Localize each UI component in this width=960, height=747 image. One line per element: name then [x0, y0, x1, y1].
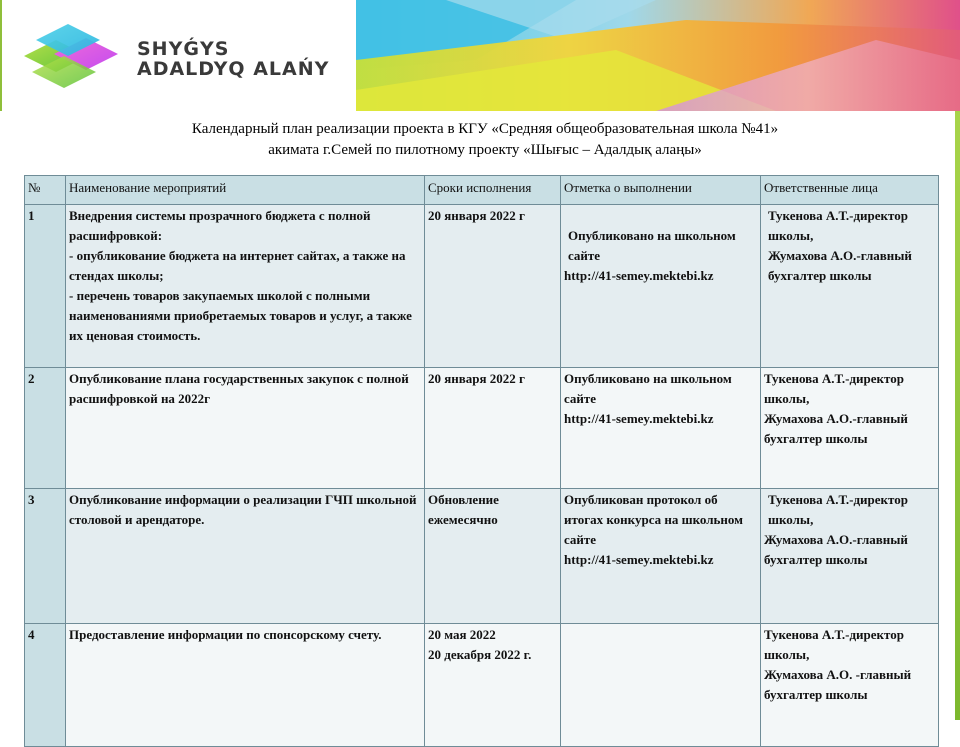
row-deadline — [425, 368, 561, 489]
row-event-name — [66, 489, 425, 624]
row-status — [561, 205, 761, 368]
row-responsible — [761, 489, 939, 624]
document-title — [0, 119, 960, 161]
logo-line-2: ADALDYQ ALAŃY — [137, 58, 330, 80]
right-accent-bar — [955, 111, 960, 720]
event-text: Опубликование плана государственных закупок с полной расшифровкой на 2022г — [69, 371, 409, 406]
plan-table — [24, 175, 939, 747]
header-number: № — [25, 176, 66, 205]
row-event-name — [66, 624, 425, 747]
header-deadline: Сроки исполнения — [425, 176, 561, 205]
status-text: Опубликовано на школьном сайте — [564, 371, 732, 406]
responsible-text: Тукенова А.Т.-директор школы, — [768, 208, 908, 243]
status-link[interactable]: http://41-semey.mektebi.kz — [564, 268, 714, 283]
event-text: Предоставление информации по спонсорскому счету. — [69, 627, 382, 642]
row-deadline — [425, 624, 561, 747]
status-link[interactable]: http://41-semey.mektebi.kz — [564, 552, 714, 567]
deadline-text: 20 декабря 2022 г. — [428, 647, 532, 662]
event-text: - перечень товаров закупаемых школой с полными наименованиями приобретаемых товаров и услуг, а также их ценовая стоимость. — [69, 288, 412, 343]
deadline-text: 20 января 2022 г — [428, 371, 525, 386]
row-status — [561, 368, 761, 489]
row-number: 2 — [25, 368, 66, 489]
status-text: Опубликовано на школьном сайте — [568, 228, 736, 263]
header-banner — [0, 0, 960, 111]
row-number: 3 — [25, 489, 66, 624]
event-text: Опубликование информации о реализации ГЧП школьной столовой и арендаторе. — [69, 492, 417, 527]
responsible-text: Жумахова А.О. -главный бухгалтер школы — [764, 667, 912, 702]
table-row — [25, 205, 939, 368]
decorative-gradient — [356, 0, 960, 111]
row-deadline — [425, 205, 561, 368]
deadline-text: 20 мая 2022 — [428, 627, 496, 642]
row-responsible — [761, 624, 939, 747]
row-deadline — [425, 489, 561, 624]
row-status — [561, 624, 761, 747]
table-row — [25, 489, 939, 624]
row-event-name — [66, 368, 425, 489]
status-link[interactable]: http://41-semey.mektebi.kz — [564, 411, 714, 426]
responsible-text: Жумахова А.О.-главный бухгалтер школы — [764, 532, 908, 567]
row-event-name — [66, 205, 425, 368]
header-completion-mark: Отметка о выполнении — [561, 176, 761, 205]
header-responsible: Ответственные лица — [761, 176, 939, 205]
responsible-text: Тукенова А.Т.-директор школы, — [768, 492, 908, 527]
logo-area — [0, 0, 356, 111]
responsible-text: Жумахова А.О.-главный бухгалтер школы — [768, 248, 912, 283]
row-status — [561, 489, 761, 624]
row-responsible — [761, 205, 939, 368]
responsible-text: Тукенова А.Т.-директор школы, — [764, 627, 904, 662]
event-text: - опубликование бюджета на интернет сайтах, а также на стендах школы; — [69, 248, 406, 283]
logo-mark-icon — [16, 10, 126, 102]
table-row — [25, 624, 939, 747]
header-event-name: Наименование мероприятий — [66, 176, 425, 205]
deadline-text: Обновление ежемесячно — [428, 492, 499, 527]
logo-text — [137, 39, 329, 79]
table-row — [25, 368, 939, 489]
deadline-text: 20 января 2022 г — [428, 208, 525, 223]
title-line-2: акимата г.Семей по пилотному проекту «Шығыс – Адалдық алаңы» — [268, 142, 702, 158]
title-line-1: Календарный план реализации проекта в КГУ «Средняя общеобразовательная школа №41» — [191, 121, 779, 137]
table-header-row — [25, 176, 939, 205]
row-responsible — [761, 368, 939, 489]
logo-line-1: SHYǴYS — [137, 38, 230, 60]
responsible-text: Тукенова А.Т.-директор школы, — [764, 371, 904, 406]
event-text: Внедрения системы прозрачного бюджета с полной расшифровкой: — [69, 208, 371, 243]
status-text: Опубликован протокол об итогах конкурса на школьном сайте — [564, 492, 744, 547]
row-number: 1 — [25, 205, 66, 368]
row-number: 4 — [25, 624, 66, 747]
responsible-text: Жумахова А.О.-главный бухгалтер школы — [764, 411, 908, 446]
